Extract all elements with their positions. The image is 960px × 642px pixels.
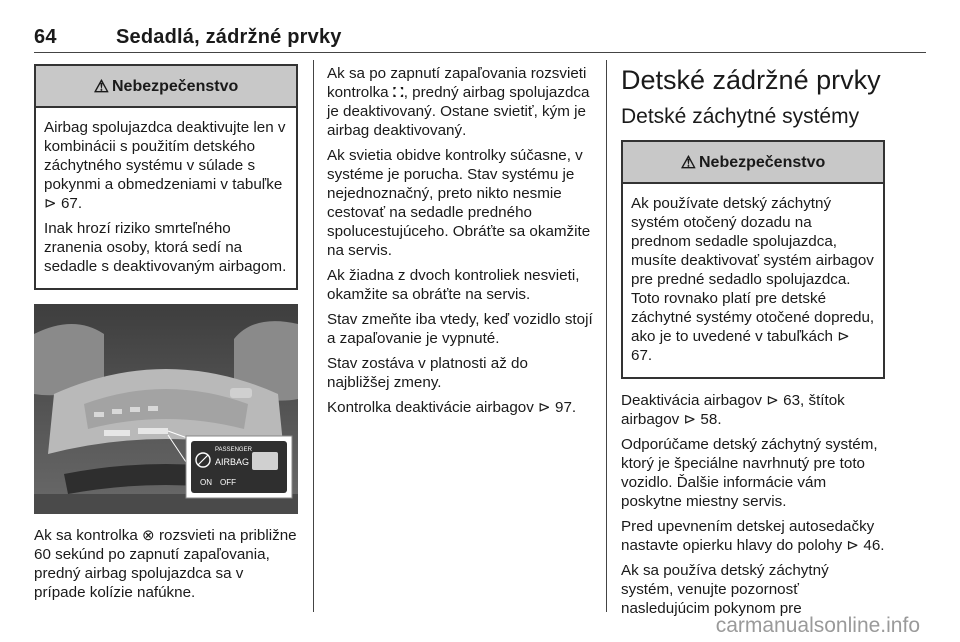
warning-title: Nebezpečenstvo [111,77,239,95]
airbag-off-indicator-icon [252,452,278,470]
column-3 [621,64,885,624]
warning-text: Ak používate detský záchytný systém otočený dozadu na prednom sedadle spolujazdca, musíte deaktivovať systém airbagov pre predné sedadlo spolujazdca. Toto rovnako platí pre detské záchytné systémy otočené dopredu, ako je to uvedené v tabuľkách ⊳ 67. [631,195,875,364]
paragraph: Deaktivácia airbagov ⊳ 63, štítok airbagov ⊳ 58. [621,392,845,428]
watermark: carmanualsonline.info [715,614,920,637]
warning-text: Inak hrozí riziko smrteľného zranenia osoby, ktorá sedí na sedadle s deaktivovaným airbagom. [44,220,287,275]
paragraph: Pred upevnením detskej autosedačky nastavte opierku hlavy do polohy ⊳ 46. [621,518,885,554]
column-divider [606,60,607,612]
page-number: 64 [34,26,57,48]
paragraph: Kontrolka deaktivácie airbagov ⊳ 97. [327,399,577,416]
paragraph: Ak sa kontrolka ⊗ rozsvieti na približne 60 sekúnd po zapnutí zapaľovania, predný airbag spolujazdca sa v prípade kolízie nafúkne. [34,527,297,601]
page-header [34,26,342,49]
paragraph: Stav zmeňte iba vtedy, keď vozidlo stojí a zapaľovanie je vypnuté. [327,311,593,347]
warning-header [36,66,296,108]
warning-text: Airbag spolujazdca deaktivujte len v kombinácii s použitím detského záchytného systému v súlade s pokynmi a obmedzeniami v tabuľke ⊳ 67. [44,119,286,212]
warning-title: Nebezpečenstvo [698,153,826,171]
paragraph: Ak sa po zapnutí zapaľovania rozsvieti kontrolka ⛚, predný airbag spolujazdca je deaktivovaný. Ostane svietiť, kým je airbag deaktivovaný. [327,65,590,139]
warning-triangle-icon: ⚠ [93,76,109,96]
warning-box [34,64,298,290]
label-off: OFF [220,478,236,487]
paragraph: Ak svietia obidve kontrolky súčasne, v systéme je porucha. Stav systému je nejednoznačný, preto nikto nesmie cestovať na sedadle predného spolucestujúceho. Obráťte sa okamžite na servis. [327,147,591,259]
label-on: ON [200,478,212,487]
label-passenger: PASSENGER [215,447,252,453]
paragraph: Stav zostáva v platnosti až do najbližšej zmeny. [327,355,528,391]
warning-header [623,142,883,184]
label-airbag: AIRBAG [215,457,250,467]
paragraph: Ak sa používa detský záchytný systém, venujte pozornosť nasledujúcim pokynom pre [621,562,829,617]
subsection-heading: Detské záchytné systémy [621,105,860,128]
airbag-indicator-photo [34,304,298,514]
paragraph: Ak žiadna z dvoch kontroliek nesvieti, okamžite sa obráťte na servis. [327,267,580,303]
column-divider [313,60,314,612]
warning-box [621,140,885,379]
header-rule [34,52,926,53]
column-2 [327,64,593,423]
paragraph: Odporúčame detský záchytný systém, ktorý je špeciálne navrhnutý pre toto vozidlo. Ďalšie informácie vám poskytne miestny servis. [621,436,878,510]
warning-triangle-icon: ⚠ [680,152,696,172]
page-title: Sedadlá, zádržné prvky [116,26,342,48]
section-heading: Detské zádržné prvky [621,65,881,95]
column-1 [34,64,298,608]
